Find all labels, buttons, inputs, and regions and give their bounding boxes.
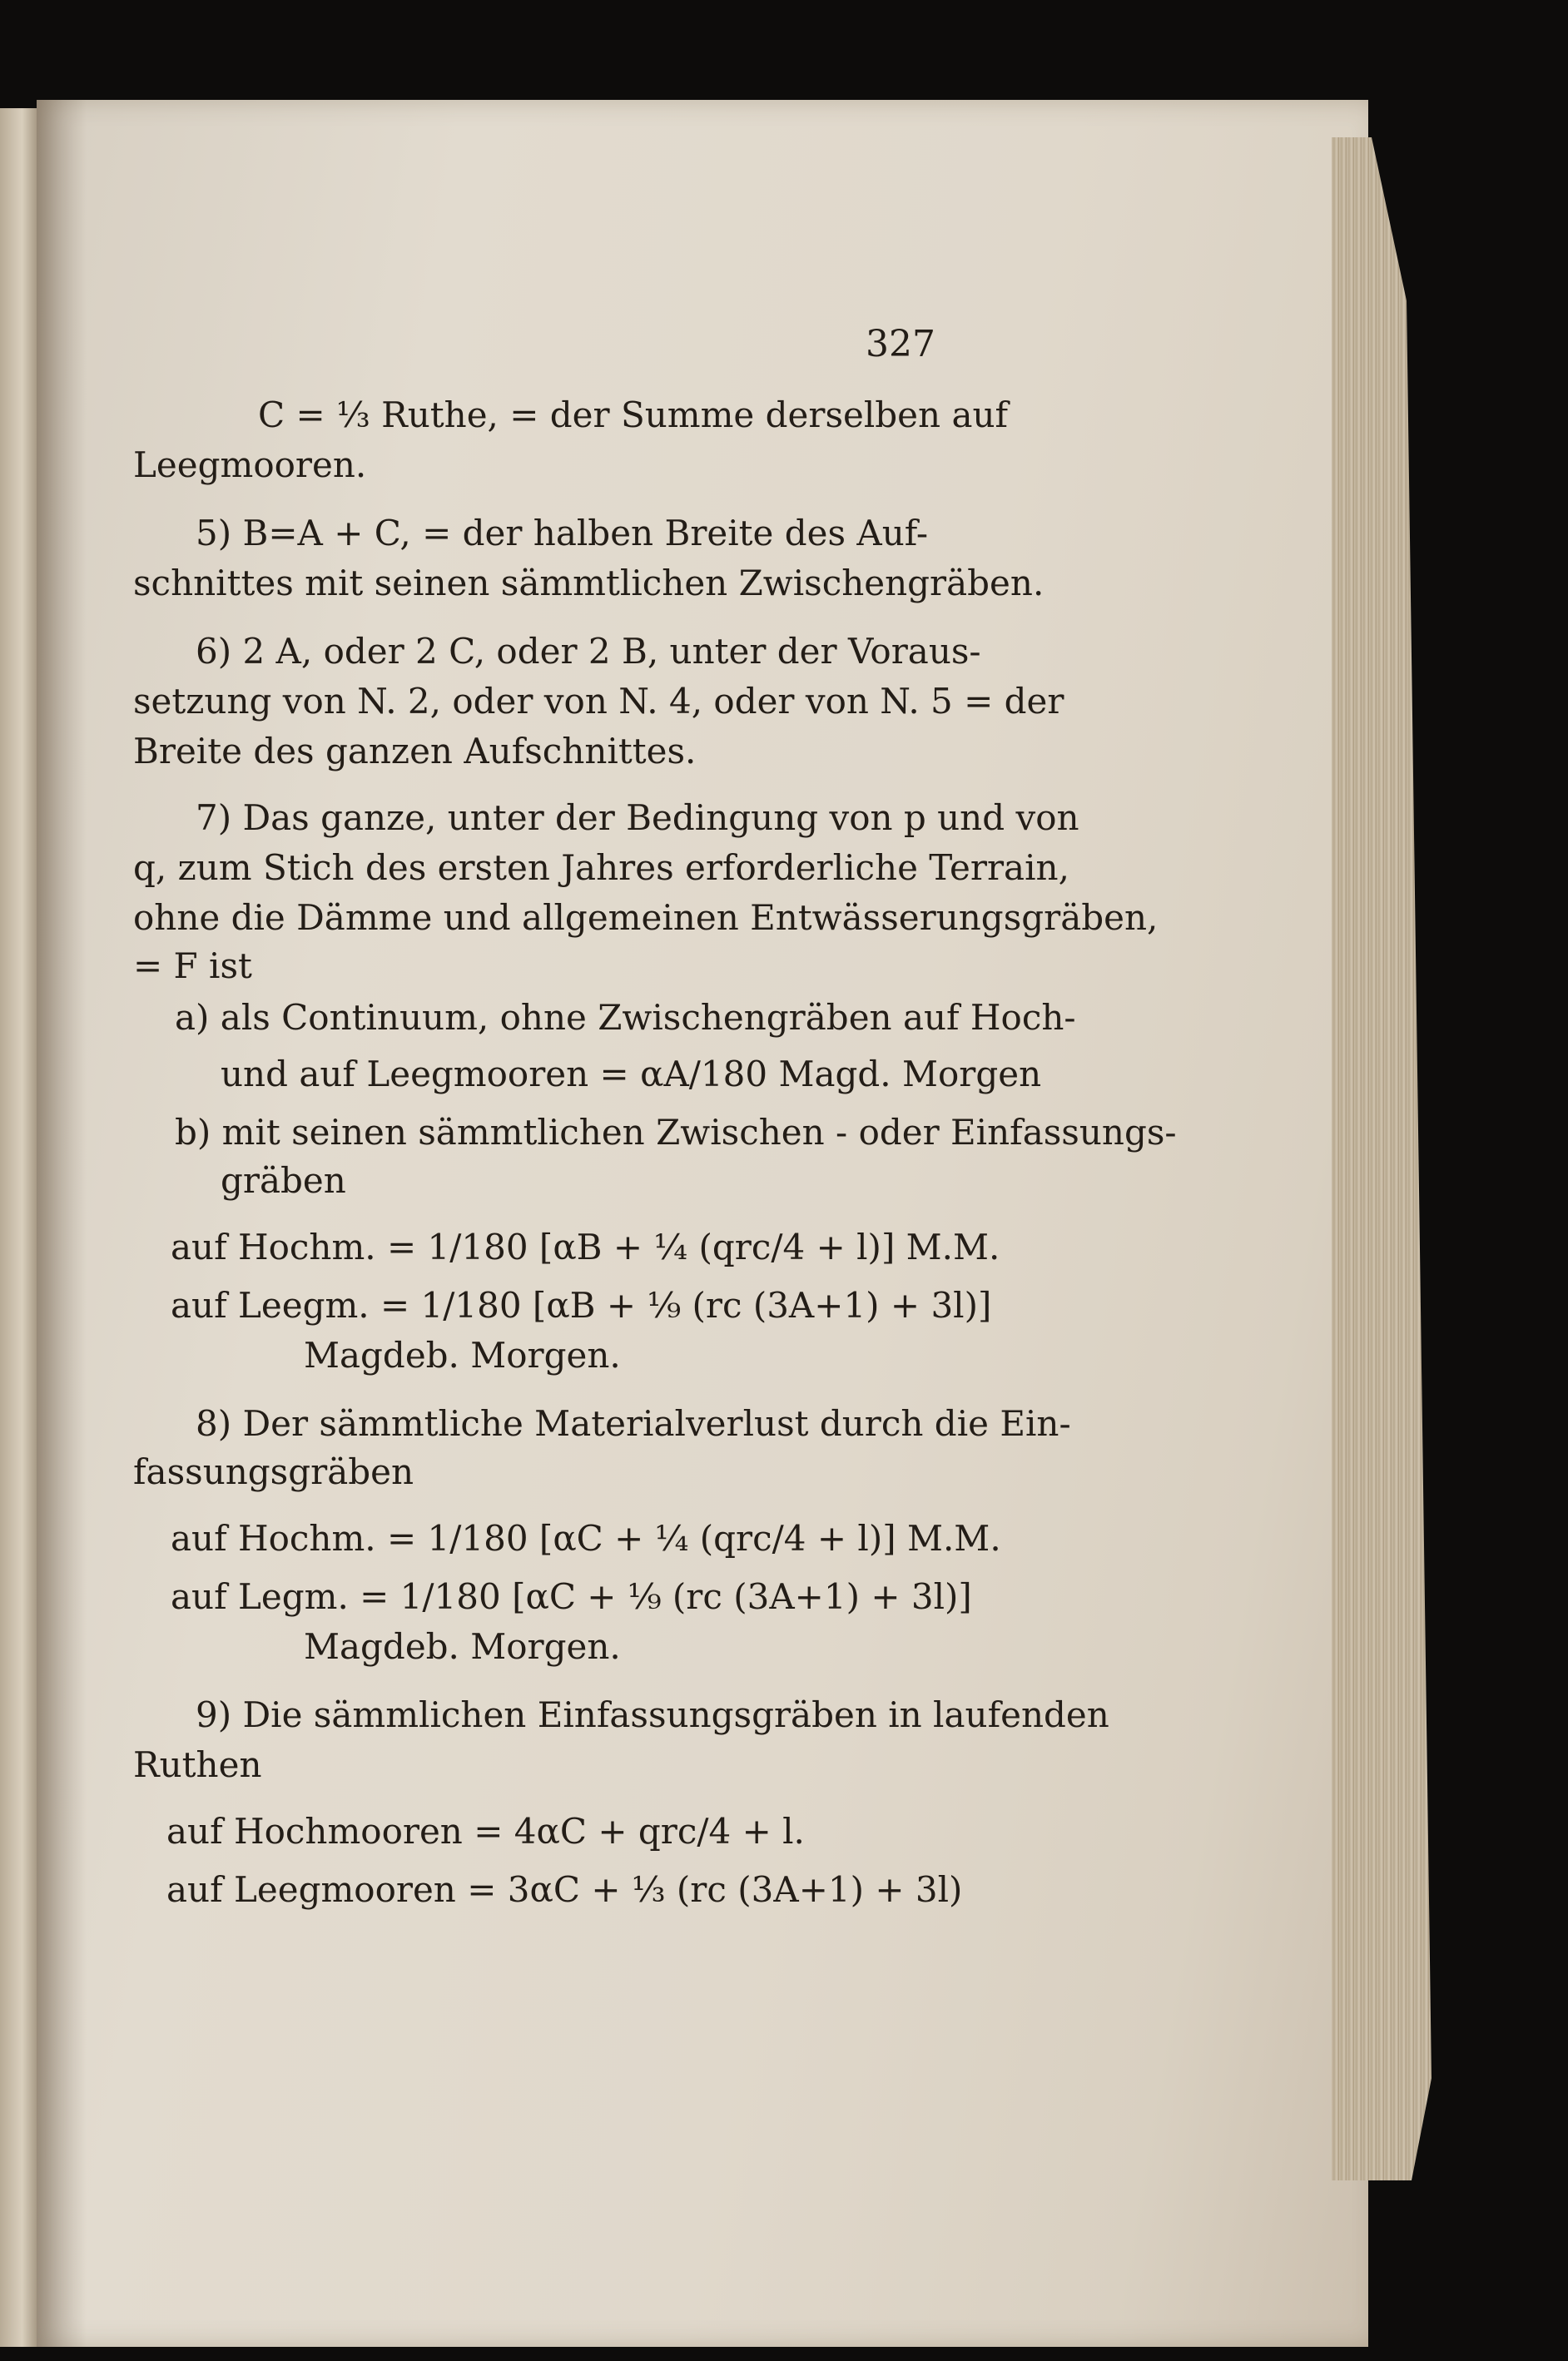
- formula-line-16: auf Hochm. = 1/180 [αB + ¼ (qrc/4 + l)] M.M.: [171, 1227, 1000, 1267]
- text-line-25: Ruthen: [133, 1744, 262, 1785]
- text-line-11: = F ist: [133, 945, 252, 986]
- text-line-13: und auf Leegmooren = αA/180 Magd. Morgen: [221, 1054, 1042, 1094]
- text-line-12: a) als Continuum, ohne Zwischengräben auf Hoch-: [175, 997, 1076, 1038]
- text-line-1: C = ⅓ Ruthe, = der Summe derselben auf: [258, 394, 1009, 435]
- text-line-15: gräben: [221, 1160, 346, 1201]
- text-line-20: fassungsgräben: [133, 1451, 414, 1492]
- text-line-8: 7) Das ganze, unter der Bedingung von p und von: [196, 797, 1079, 838]
- spine-shadow: [37, 100, 87, 2347]
- formula-line-26: auf Hochmooren = 4αC + qrc/4 + l.: [166, 1811, 805, 1852]
- formula-line-17: auf Leegm. = 1/180 [αB + ⅑ (rc (3A+1) + 3l)]: [171, 1285, 992, 1326]
- text-line-24: 9) Die sämmlichen Einfassungsgräben in laufenden: [196, 1694, 1109, 1735]
- text-line-5: 6) 2 A, oder 2 C, oder 2 B, unter der Voraus-: [196, 631, 981, 672]
- formula-line-22: auf Legm. = 1/180 [αC + ⅑ (rc (3A+1) + 3l)]: [171, 1576, 972, 1617]
- facing-page-edge: [0, 108, 37, 2347]
- book-page: [37, 100, 1368, 2347]
- text-line-14: b) mit seinen sämmtlichen Zwischen - oder Einfassungs-: [175, 1112, 1177, 1153]
- text-line-6: setzung von N. 2, oder von N. 4, oder von N. 5 = der: [133, 681, 1064, 722]
- text-line-10: ohne die Dämme und allgemeinen Entwässerungsgräben,: [133, 897, 1159, 938]
- text-line-19: 8) Der sämmtliche Materialverlust durch die Ein-: [196, 1403, 1071, 1444]
- text-line-2: Leegmooren.: [133, 444, 367, 485]
- text-line-9: q, zum Stich des ersten Jahres erforderliche Terrain,: [133, 847, 1069, 888]
- formula-line-27: auf Leegmooren = 3αC + ⅓ (rc (3A+1) + 3l): [166, 1869, 963, 1910]
- page-number: 327: [866, 323, 935, 365]
- text-line-4: schnittes mit seinen sämmtlichen Zwischengräben.: [133, 563, 1045, 603]
- text-line-7: Breite des ganzen Aufschnittes.: [133, 731, 697, 771]
- page-edges: [1332, 137, 1432, 2180]
- formula-line-21: auf Hochm. = 1/180 [αC + ¼ (qrc/4 + l)] M.M.: [171, 1518, 1001, 1559]
- text-line-23: Magdeb. Morgen.: [304, 1626, 621, 1667]
- text-line-18: Magdeb. Morgen.: [304, 1335, 621, 1376]
- text-line-3: 5) B=A + C, = der halben Breite des Auf-: [196, 513, 929, 553]
